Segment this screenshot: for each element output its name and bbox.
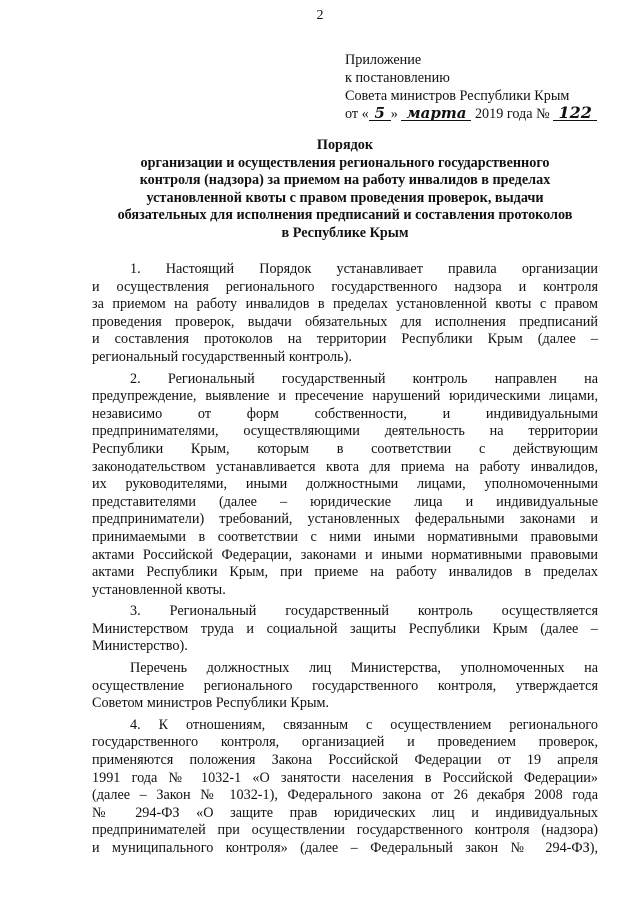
paragraph-line: предприниматели) требований, установленных федеральными законами и	[92, 511, 598, 528]
paragraph-line: и муниципального контроля» (далее – Федеральный закон № 294-ФЗ),	[92, 840, 598, 856]
paragraph-line: № 294-ФЗ «О защите прав юридических лиц и индивидуальных	[92, 804, 598, 821]
paragraph-line: и составления протоколов на территории Республики Крым (далее –	[92, 331, 598, 348]
paragraph-line: проведения проверок, выдачи обязательных для исполнения предписаний	[92, 313, 598, 330]
paragraph-1	[92, 261, 598, 367]
paragraph-2	[92, 371, 598, 600]
paragraph-line: государственного контроля, организацией и проведением проверок,	[92, 734, 598, 751]
paragraph-3	[92, 603, 598, 656]
paragraph-line: 1991 года № 1032-1 «О занятости населения в Российской Федерации»	[92, 769, 598, 786]
paragraph-line: законодательством устанавливается квота для приема на работу инвалидов,	[92, 458, 598, 475]
paragraph-line: независимо от форм собственности, и индивидуальными	[92, 405, 598, 422]
handwritten-number: 122	[553, 106, 597, 121]
handwritten-month: марта	[401, 106, 471, 121]
appendix-line-2: к постановлению	[345, 70, 450, 86]
paragraph-line: актами Российской Федерации, законами и иными нормативными правовыми	[92, 546, 598, 563]
paragraph-line: предпринимателями, осуществляющими деятельность на территории	[92, 423, 598, 440]
appendix-line-1: Приложение	[345, 52, 422, 68]
paragraph-line: актами Республики Крым, при приеме на работу инвалидов в пределах	[92, 564, 598, 581]
paragraph-line: осуществление регионального государственного контроля, утверждается	[92, 677, 598, 694]
paragraph-line: Министерство).	[92, 638, 188, 655]
document-body	[92, 261, 598, 862]
appendix-block	[345, 51, 597, 123]
title-line-1: Порядок	[316, 137, 374, 153]
title-line-4: установленной квоты с правом проведения проверок, выдачи	[146, 189, 544, 206]
paragraph-line: принимаемыми в соответствии с ними иными нормативными правовыми	[92, 528, 598, 545]
paragraph-line: Советом министров Республики Крым.	[92, 695, 330, 712]
paragraph-line: 2. Региональный государственный контроль направлен на	[130, 370, 598, 387]
paragraph-4	[92, 717, 598, 858]
paragraph-line: предпринимателей при осуществлении государственного контроля (надзора)	[92, 822, 598, 839]
date-prefix: от «	[345, 106, 369, 122]
paragraph-line: 4. К отношениям, связанным с осуществлением регионального	[130, 716, 598, 733]
date-separator: »	[390, 106, 398, 122]
paragraph-line: (далее – Закон № 1032-1), Федерального закона от 26 декабря 2008 года	[92, 787, 598, 804]
paragraph-line: применяются положения Закона Российской Федерации от 19 апреля	[92, 752, 598, 769]
title-line-5: обязательных для исполнения предписаний и составления протоколов	[117, 207, 573, 224]
paragraph-line: 1. Настоящий Порядок устанавливает правила организации	[130, 261, 598, 277]
paragraph-line: их руководителями, иными должностными лицами, уполномоченными	[92, 476, 598, 493]
date-year: 2019 года №	[474, 106, 550, 122]
paragraph-line: за приемом на работу инвалидов в пределах установленной квоты с правом	[92, 296, 598, 313]
paragraph-line: региональный государственный контроль).	[92, 348, 352, 365]
appendix-line-3: Совета министров Республики Крым	[345, 88, 570, 104]
page-number: 2	[316, 8, 324, 23]
paragraph-line: представителями (далее – юридические лица и индивидуальные	[92, 493, 598, 510]
title-line-3: контроля (надзора) за приемом на работу инвалидов в пределах	[139, 172, 551, 189]
document-title	[92, 137, 598, 243]
paragraph-line: предупреждение, выявление и пресечение нарушений юридическими лицами,	[92, 388, 598, 405]
handwritten-day: 5	[369, 106, 391, 121]
paragraph-line: Республики Крым, которым в соответствии с действующим	[92, 440, 598, 457]
appendix-date-line	[345, 105, 597, 123]
paragraph-line: Министерством труда и социальной защиты Республики Крым (далее –	[92, 620, 598, 637]
paragraph-line: 3. Региональный государственный контроль осуществляется	[130, 603, 598, 620]
paragraph-line: установленной квоты.	[92, 581, 226, 598]
title-line-6: в Республике Крым	[281, 224, 409, 241]
title-line-2: организации и осуществления регионального государственного	[140, 154, 550, 171]
paragraph-line: Перечень должностных лиц Министерства, уполномоченных на	[130, 660, 598, 677]
paragraph-3-continued	[92, 660, 598, 713]
paragraph-line: и осуществления регионального государственного надзора и контроля	[92, 278, 598, 295]
